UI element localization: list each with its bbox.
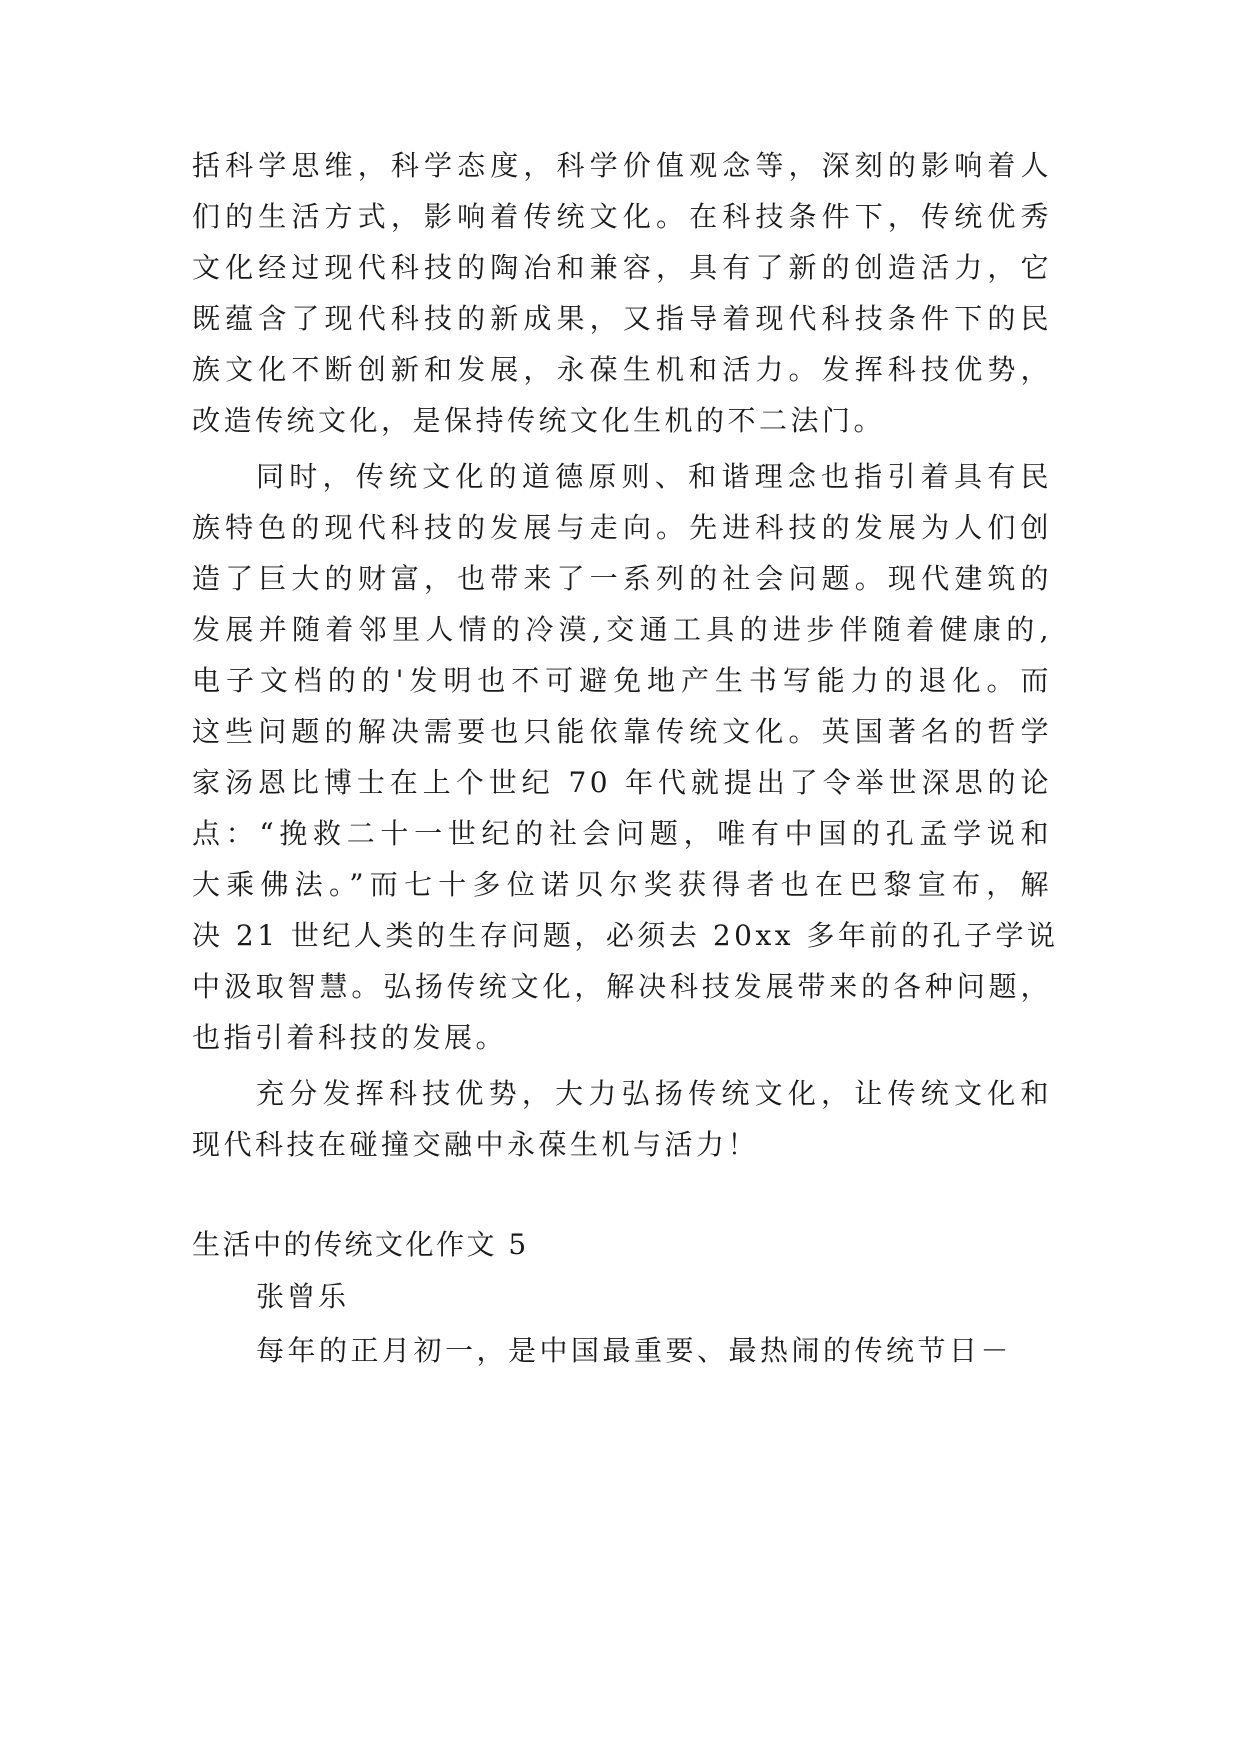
paragraph-line: 同时，传统文化的道德原则、和谐理念也指引着具有民 bbox=[256, 460, 1052, 493]
author-name: 张曾乐 bbox=[256, 1280, 350, 1313]
paragraph-line: 这些问题的解决需要也只能依靠传统文化。英国著名的哲学 bbox=[192, 715, 1052, 748]
paragraph-line: 们的生活方式，影响着传统文化。在科技条件下，传统优秀 bbox=[192, 200, 1052, 233]
paragraph-line: 括科学思维，科学态度，科学价值观念等，深刻的影响着人 bbox=[192, 149, 1052, 182]
paragraph-line: 决 21 世纪人类的生存问题，必须去 20xx 多年前的孔子学说 bbox=[192, 919, 1059, 952]
paragraph-line: 中汲取智慧。弘扬传统文化，解决科技发展带来的各种问题， bbox=[192, 970, 1052, 1003]
section-title: 生活中的传统文化作文 5 bbox=[192, 1228, 529, 1261]
paragraph-line: 发展并随着邻里人情的冷漠,交通工具的进步伴随着健康的, bbox=[192, 613, 1052, 646]
paragraph-line: 也指引着科技的发展。 bbox=[192, 1021, 508, 1054]
paragraph-line: 现代科技在碰撞交融中永葆生机与活力！ bbox=[192, 1128, 760, 1161]
paragraph-line: 改造传统文化，是保持传统文化生机的不二法门。 bbox=[192, 404, 886, 437]
paragraph-line: 每年的正月初一，是中国最重要、最热闹的传统节日－ bbox=[256, 1334, 1013, 1367]
paragraph-line: 造了巨大的财富，也带来了一系列的社会问题。现代建筑的 bbox=[192, 562, 1052, 595]
paragraph-line: 大乘佛法。”而七十多位诺贝尔奖获得者也在巴黎宣布，解 bbox=[192, 868, 1052, 901]
paragraph-line: 电子文档的的'发明也不可避免地产生书写能力的退化。而 bbox=[192, 664, 1052, 697]
paragraph-line: 充分发挥科技优势，大力弘扬传统文化，让传统文化和 bbox=[256, 1077, 1052, 1110]
paragraph-line: 家汤恩比博士在上个世纪 70 年代就提出了令举世深思的论 bbox=[192, 766, 1052, 799]
paragraph-line: 文化经过现代科技的陶冶和兼容，具有了新的创造活力，它 bbox=[192, 251, 1052, 284]
paragraph-line: 既蕴含了现代科技的新成果，又指导着现代科技条件下的民 bbox=[192, 302, 1052, 335]
paragraph-line: 族特色的现代科技的发展与走向。先进科技的发展为人们创 bbox=[192, 511, 1052, 544]
paragraph-line: 族文化不断创新和发展，永葆生机和活力。发挥科技优势， bbox=[192, 353, 1052, 386]
paragraph-line: 点：“挽救二十一世纪的社会问题，唯有中国的孔孟学说和 bbox=[192, 817, 1052, 850]
